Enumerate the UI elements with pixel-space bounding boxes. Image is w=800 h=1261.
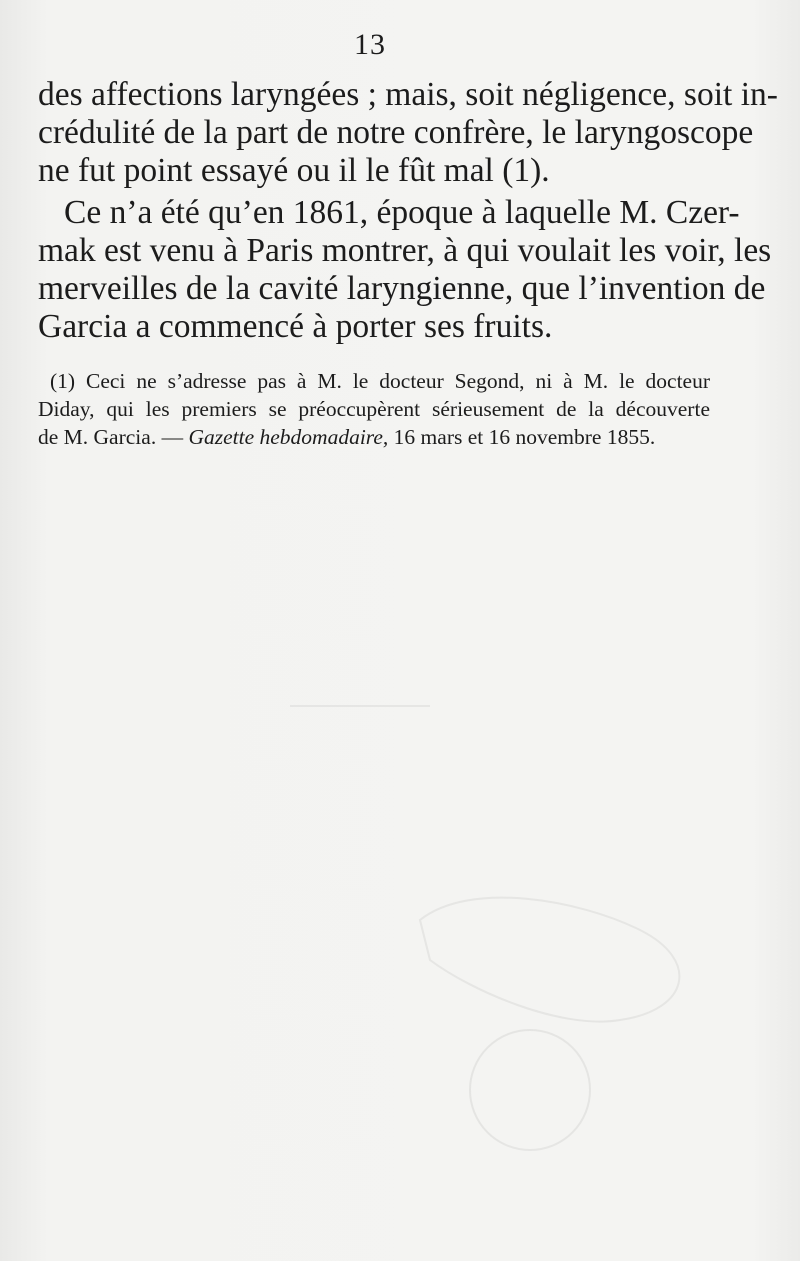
text-line: ne fut point essayé ou il le fût mal (1). <box>38 152 550 189</box>
text-line: mak est venu à Paris montrer, à qui voulait les voir, les <box>38 232 772 269</box>
footnote-line: (1) Ceci ne s’adresse pas à M. le docteur Segond, ni à M. le docteur <box>50 369 710 393</box>
footnote-line-3 <box>38 423 710 451</box>
body-text <box>38 76 778 346</box>
footnote-text: de M. Garcia. — <box>38 425 189 449</box>
paragraph-1 <box>38 76 778 190</box>
journal-title: Gazette hebdomadaire, <box>188 425 389 449</box>
page-number: 13 <box>354 28 386 61</box>
text-line: des affections laryngées ; mais, soit négligence, soit in- <box>38 76 778 113</box>
footnote-text: 16 mars et 16 novembre 1855. <box>388 425 656 449</box>
footnote <box>38 367 710 451</box>
text-line: Garcia a commencé à porter ses fruits. <box>38 308 553 345</box>
text-line: merveilles de la cavité laryngienne, que l’invention de <box>38 270 766 307</box>
paragraph-2 <box>38 194 772 346</box>
text-line: crédulité de la part de notre confrère, le laryngoscope <box>38 114 754 151</box>
footnote-line: Diday, qui les premiers se préoccupèrent sérieusement de la découverte <box>38 397 710 421</box>
text-line: Ce n’a été qu’en 1861, époque à laquelle M. Czer- <box>64 194 740 231</box>
